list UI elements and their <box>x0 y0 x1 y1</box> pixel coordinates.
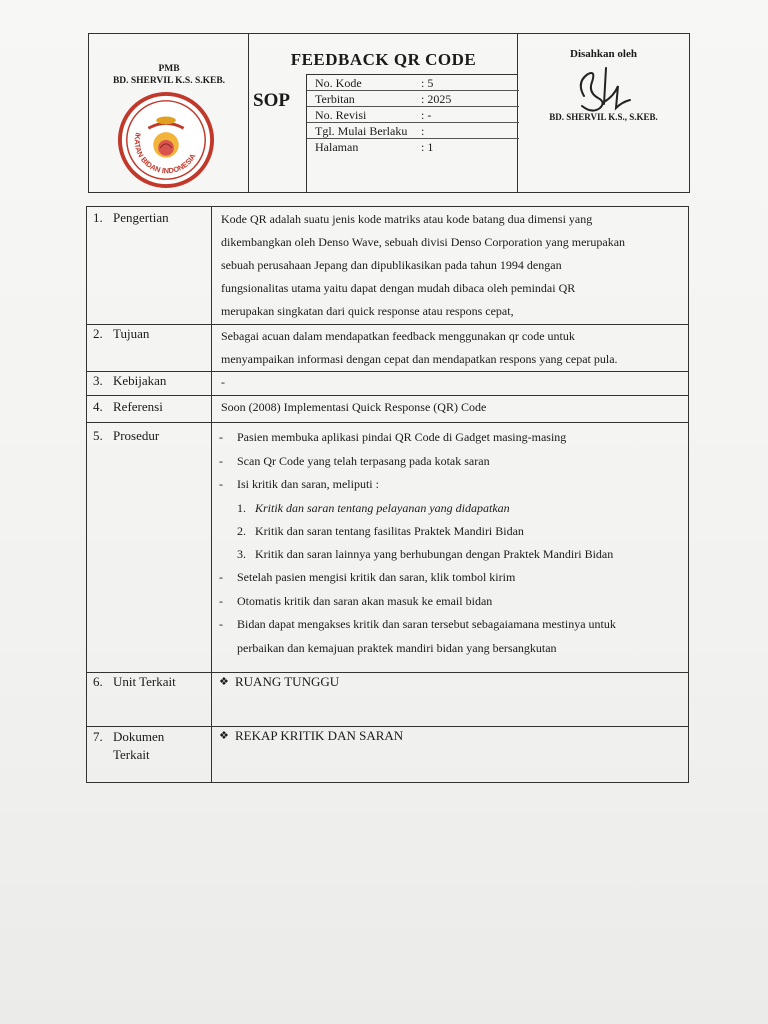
meta-value: : - <box>421 108 432 122</box>
signature-icon <box>570 62 640 114</box>
step-text: Scan Qr Code yang telah terpasang pada kotak saran <box>237 454 490 468</box>
text-line: menyampaikan informasi dengan cepat dan mendapatkan respons yang cepat pula. <box>221 352 618 366</box>
header-organization-cell <box>89 34 249 192</box>
section-label-prosedur <box>93 427 159 445</box>
substep-text: Kritik dan saran tentang fasilitas Praktek Mandiri Bidan <box>255 524 524 538</box>
section-label-pengertian <box>93 209 169 227</box>
document-title: FEEDBACK QR CODE <box>290 50 477 69</box>
section-title: Unit Terkait <box>113 674 176 689</box>
section-number: 6. <box>93 674 103 689</box>
text-line: Kode QR adalah suatu jenis kode matriks atau kode batang dua dimensi yang <box>221 212 593 226</box>
section-number: 5. <box>93 428 103 443</box>
diamond-bullet-icon: ❖ <box>219 676 229 688</box>
step-text: Bidan dapat mengakses kritik dan saran tersebut sebagaiamana mestinya untuk <box>237 617 616 631</box>
meta-value: : 5 <box>421 76 434 90</box>
related-unit-text: RUANG TUNGGU <box>235 674 340 689</box>
step-text: Isi kritik dan saran, meliputi : <box>237 477 379 491</box>
section-label-dokumen-terkait <box>93 728 164 764</box>
row-divider <box>87 672 688 673</box>
meta-label: Terbitan <box>315 92 355 106</box>
text-line: dikembangkan oleh Denso Wave, sebuah divisi Denso Corporation yang merupakan <box>221 235 626 249</box>
dash-bullet: - <box>219 477 223 491</box>
column-divider <box>211 207 212 782</box>
meta-label: Tgl. Mulai Berlaku <box>315 124 408 138</box>
header-approval-cell <box>518 34 689 192</box>
meta-row-halaman <box>307 139 519 155</box>
related-document-text: REKAP KRITIK DAN SARAN <box>235 728 404 743</box>
meta-label: No. Revisi <box>315 108 367 122</box>
section-number: 2. <box>93 326 103 341</box>
substep-number: 2. <box>237 524 246 538</box>
approved-by-label: Disahkan oleh <box>570 48 637 60</box>
org-name-line2: BD. SHERVIL K.S. S.KEB. <box>112 76 226 86</box>
dash-bullet: - <box>219 430 223 444</box>
logo-ring-text: IKATAN BIDAN INDONESIA <box>132 131 198 176</box>
section-text-pengertian <box>221 208 681 323</box>
section-number: 3. <box>93 373 103 388</box>
section-text-tujuan <box>221 325 681 371</box>
text-line: merupakan singkatan dari quick response atau respons cepat, <box>221 304 514 318</box>
section-label-unit-terkait <box>93 673 176 691</box>
dash-bullet: - <box>219 617 223 631</box>
section-text-referensi: Soon (2008) Implementasi Quick Response (QR) Code <box>221 400 487 414</box>
meta-label: Halaman <box>315 140 359 154</box>
section-text-kebijakan: - <box>221 375 225 389</box>
dash-bullet: - <box>219 454 223 468</box>
text-line: sebuah perusahaan Jepang dan dipublikasikan pada tahun 1994 dengan <box>221 258 562 272</box>
meta-row-kode <box>307 75 519 91</box>
step-text: Pasien membuka aplikasi pindai QR Code di Gadget masing-masing <box>237 430 567 444</box>
sop-header <box>88 33 690 193</box>
section-title: Dokumen <box>113 729 165 744</box>
section-label-kebijakan <box>93 372 166 390</box>
substep-text: Kritik dan saran tentang pelayanan yang didapatkan <box>255 501 510 515</box>
substep-number: 1. <box>237 501 246 515</box>
section-number: 4. <box>93 399 103 414</box>
section-title: Kebijakan <box>113 373 167 388</box>
meta-row-revisi <box>307 107 519 123</box>
text-line: fungsionalitas utama yaitu dapat dengan mudah dibaca oleh pemindai QR <box>221 281 576 295</box>
row-divider <box>87 422 688 423</box>
sop-content-table <box>86 206 689 783</box>
meta-value: : 1 <box>421 140 434 154</box>
substep-text: Kritik dan saran lainnya yang berhubungan dengan Praktek Mandiri Bidan <box>255 547 614 561</box>
step-text: Setelah pasien mengisi kritik dan saran, klik tombol kirim <box>237 570 516 584</box>
section-number: 7. <box>93 729 103 744</box>
section-title: Referensi <box>113 399 163 414</box>
sop-label: SOP <box>253 90 290 111</box>
ibi-logo-icon <box>117 91 215 189</box>
section-title: Prosedur <box>113 428 160 443</box>
step-text: Otomatis kritik dan saran akan masuk ke email bidan <box>237 594 493 608</box>
meta-row-terbitan <box>307 91 519 107</box>
dash-bullet: - <box>219 570 223 584</box>
org-name-line1: PMB <box>158 64 180 74</box>
section-title: Tujuan <box>113 326 150 341</box>
meta-value: : <box>421 124 425 138</box>
header-title-cell <box>249 34 518 192</box>
text-line: Sebagai acuan dalam mendapatkan feedback menggunakan qr code untuk <box>221 329 575 343</box>
meta-value: : 2025 <box>421 92 452 106</box>
dash-bullet: - <box>219 594 223 608</box>
substep-number: 3. <box>237 547 246 561</box>
section-number: 1. <box>93 210 103 225</box>
step-text: perbaikan dan kemajuan praktek mandiri bidan yang bersangkutan <box>237 641 557 655</box>
section-label-referensi <box>93 398 163 416</box>
document-meta-table <box>306 74 518 192</box>
meta-row-mulai-berlaku <box>307 123 519 139</box>
signer-name: BD. SHERVIL K.S., S.KEB. <box>549 112 658 122</box>
section-label-tujuan <box>93 325 149 343</box>
section-title-line2: Terkait <box>113 747 150 762</box>
section-title: Pengertian <box>113 210 169 225</box>
diamond-bullet-icon: ❖ <box>219 730 229 742</box>
meta-label: No. Kode <box>315 76 362 90</box>
